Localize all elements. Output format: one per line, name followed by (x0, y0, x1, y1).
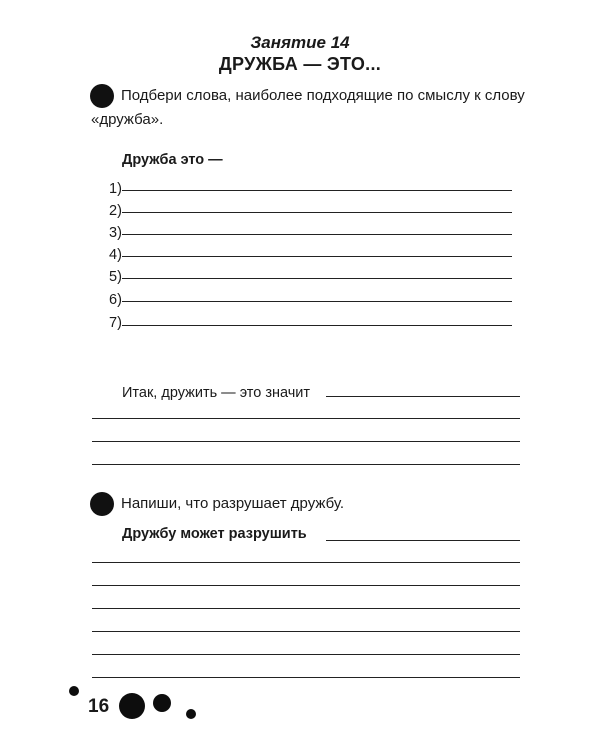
bullet-icon (90, 84, 114, 108)
destroy-line-3[interactable] (92, 608, 520, 609)
destroy-line-5[interactable] (92, 654, 520, 655)
answer-number-7: 7) (109, 315, 122, 331)
destroy-line-1[interactable] (92, 562, 520, 563)
page-number: 16 (88, 696, 110, 717)
ink-dot-icon (69, 686, 79, 696)
bullet-icon (90, 492, 114, 516)
task1-instruction-line2: «дружба». (91, 111, 164, 128)
answer-line-4[interactable] (122, 256, 512, 257)
task1-instruction-line1: Подбери слова, наиболее подходящие по смыслу к слову (121, 87, 525, 104)
conclusion-line-1[interactable] (92, 418, 520, 419)
destroy-line-4[interactable] (92, 631, 520, 632)
page-title: ДРУЖБА — ЭТО... (218, 54, 382, 74)
answer-number-2: 2) (109, 203, 122, 219)
destroy-line-2[interactable] (92, 585, 520, 586)
conclusion-text: Итак, дружить — это значит (122, 385, 311, 401)
destroy-line-6[interactable] (92, 677, 520, 678)
answer-line-6[interactable] (122, 301, 512, 302)
answer-line-5[interactable] (122, 278, 512, 279)
answer-number-6: 6) (109, 292, 122, 308)
answer-line-1[interactable] (122, 190, 512, 191)
answer-line-2[interactable] (122, 212, 512, 213)
answer-line-7[interactable] (122, 325, 512, 326)
answer-number-3: 3) (109, 225, 122, 241)
task2-prompt: Дружбу может разрушить (122, 526, 307, 542)
conclusion-line-3[interactable] (92, 464, 520, 465)
task1-prompt: Дружба это — (122, 152, 223, 168)
ink-blot-icon (119, 693, 145, 719)
answer-line-3[interactable] (122, 234, 512, 235)
conclusion-line-2[interactable] (92, 441, 520, 442)
task2-instruction: Напиши, что разрушает дружбу. (121, 495, 345, 512)
destroy-line-inline[interactable] (326, 540, 520, 541)
answer-number-5: 5) (109, 269, 122, 285)
conclusion-line-inline[interactable] (326, 396, 520, 397)
answer-number-4: 4) (109, 247, 122, 263)
ink-dot-icon (186, 709, 196, 719)
answer-number-1: 1) (109, 181, 122, 197)
lesson-subtitle: Занятие 14 (250, 33, 350, 52)
ink-blot-icon (153, 694, 171, 712)
